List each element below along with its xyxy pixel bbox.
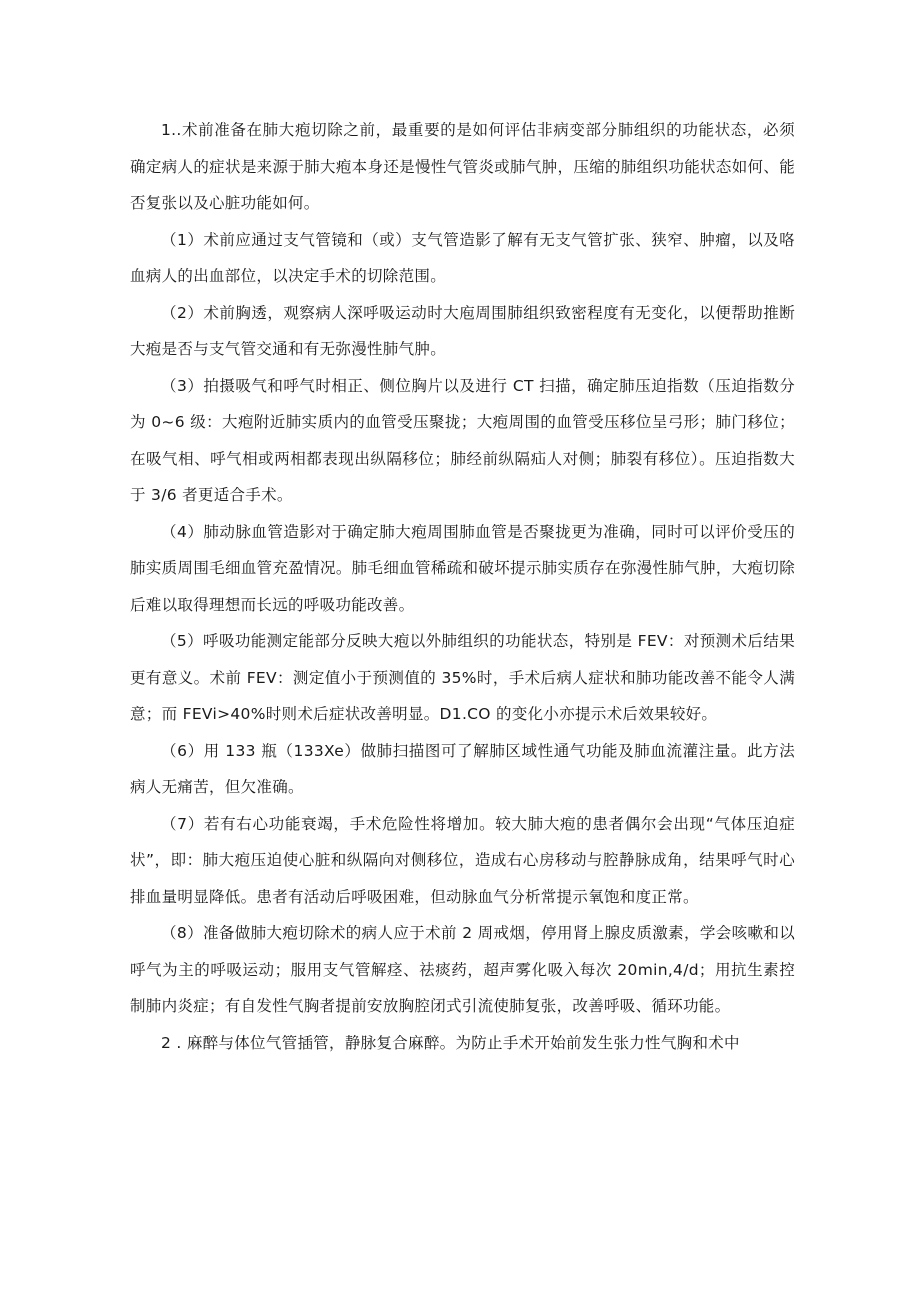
paragraph-preoperative-prep: 1..术前准备在肺大疱切除之前，最重要的是如何评估非病变部分肺组织的功能状态，必须确定病人的症状是来源于肺大疱本身还是慢性气管炎或肺气肿，压缩的肺组织功能状态如何、能否复张以及心脏功能如何。 bbox=[130, 121, 795, 212]
paragraph-item-6-lung-scan: （6）用 133 瓶（133Xe）做肺扫描图可了解肺区域性通气功能及肺血流灌注量。此方法病人无痛苦，但欠准确。 bbox=[130, 741, 795, 796]
paragraph-item-2-fluoroscopy: （2）术前胸透，观察病人深呼吸运动时大庖周围肺组织致密程度有无变化，以便帮助推断大疱是否与支气管交通和有无弥漫性肺气肿。 bbox=[130, 303, 795, 358]
paragraph-item-5-pulmonary-function: （5）呼吸功能测定能部分反映大疱以外肺组织的功能状态，特别是 FEV：对预测术后结果更有意义。术前 FEV：测定值小于预测值的 35%时，手术后病人症状和肺功能改善不能令人满意；而 FEVi>40%时则术后症状改善明显。D1.CO 的变化小亦提示术后效果较好。 bbox=[130, 632, 795, 723]
paragraph-item-1-bronchoscopy: （1）术前应通过支气管镜和（或）支气管造影了解有无支气管扩张、狭窄、肿瘤，以及咯血病人的出血部位，以决定手术的切除范围。 bbox=[130, 230, 795, 285]
paragraph-item-3-compression-index: （3）拍摄吸气和呼气时相正、侧位胸片以及进行 CT 扫描，确定肺压迫指数（压迫指数分为 0~6 级：大疱附近肺实质内的血管受压聚拢；大疱周围的血管受压移位呈弓形；肺门移位；在吸气相、呼气相或两相都表现出纵隔移位；肺经前纵隔疝人对侧；肺裂有移位）。压迫指数大于 3/6 者更适合手术。 bbox=[130, 376, 795, 504]
paragraph-anesthesia-position: 2 . 麻醉与体位气管插管，静脉复合麻醉。为防止手术开始前发生张力性气胸和术中 bbox=[161, 1033, 740, 1052]
paragraph-item-4-angiography: （4）肺动脉血管造影对于确定肺大疱周围肺血管是否聚拢更为准确，同时可以评价受压的肺实质周围毛细血管充盈情况。肺毛细血管稀疏和破坏提示肺实质存在弥漫性肺气肿，大疱切除后难以取得理想而长远的呼吸功能改善。 bbox=[130, 522, 795, 614]
paragraph-item-8-preparation: （8）准备做肺大疱切除术的病人应于术前 2 周戒烟，停用肾上腺皮质激素，学会咳嗽和以呼气为主的呼吸运动；服用支气管解痉、祛痰药，超声雾化吸入每次 20min,4/d；用抗生素控制肺内炎症；有自发性气胸者提前安放胸腔闭式引流使肺复张，改善呼吸、循环功能。 bbox=[130, 924, 795, 1015]
document-body bbox=[130, 112, 795, 1061]
paragraph-item-7-right-heart-failure: （7）若有右心功能衰竭，手术危险性将增加。较大肺大疱的患者偶尔会出现“气体压迫症状”，即：肺大疱压迫使心脏和纵隔向对侧移位，造成右心房移动与腔静脉成角，结果呼气时心排血量明显降低。患者有活动后呼吸困难，但动脉血气分析常提示氧饱和度正常。 bbox=[130, 814, 795, 906]
